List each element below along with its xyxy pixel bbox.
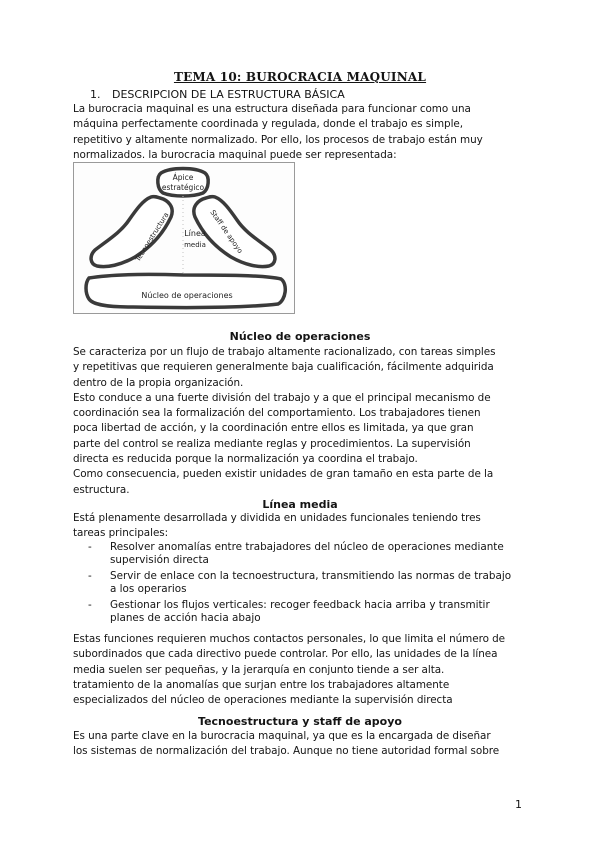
- text-line: planes de acción hacia abajo: [110, 612, 261, 625]
- text-line: Es una parte clave en la burocracia maquinal, ya que es la encargada de diseñar: [73, 730, 491, 742]
- section-number: 1.: [90, 88, 101, 101]
- text-line: dentro de la propia organización.: [73, 376, 244, 389]
- linea-heading: Línea media: [262, 498, 338, 511]
- text-line: Como consecuencia, pueden existir unidades de gran tamaño en esta parte de la: [73, 468, 494, 481]
- text-line: poca libertad de acción, y la coordinación entre ellos es limitada, ya que gran: [73, 422, 474, 435]
- text-line: Resolver anomalías entre trabajadores del núcleo de operaciones mediante: [110, 541, 504, 553]
- list-item: [88, 599, 528, 626]
- text-line: Esto conduce a una fuerte división del trabajo y a que el principal mecanismo de: [73, 391, 491, 404]
- text-line: a los operarios: [110, 583, 187, 596]
- tecno-heading: Tecnoestructura y staff de apoyo: [198, 715, 402, 728]
- text-line: Se caracteriza por un flujo de trabajo altamente racionalizado, con tareas simples: [73, 346, 496, 358]
- technostructure-label: Tecnoestructura: [133, 211, 171, 264]
- section-heading-text: DESCRIPCION DE LA ESTRUCTURA BÁSICA: [112, 88, 345, 101]
- text-line: tratamiento de la anomalías que surjan entre los trabajadores altamente: [73, 678, 450, 691]
- apex-label: estratégico: [161, 183, 205, 192]
- page-number: 1: [515, 798, 522, 811]
- tecno-paragraph: [73, 729, 528, 760]
- text-line: parte del control se realiza mediante reglas y procedimientos. La supervisión: [73, 437, 471, 450]
- text-line: especializados del núcleo de operaciones mediante la supervisión directa: [73, 694, 453, 707]
- text-line: supervisión directa: [110, 554, 209, 567]
- nucleo-heading: Núcleo de operaciones: [229, 330, 371, 343]
- text-line: repetitivo y altamente normalizado. Por ello, los procesos de trabajo están muy: [73, 133, 483, 146]
- text-line: Servir de enlace con la tecnoestructura, transmitiendo las normas de trabajo: [110, 570, 512, 583]
- text-line: directa es reducida porque la normalización ya coordina el trabajo.: [73, 453, 418, 466]
- linea-intro: [73, 511, 528, 542]
- middle-line-label: media: [184, 241, 206, 249]
- text-line: normalizados. la burocracia maquinal puede ser representada:: [73, 148, 397, 161]
- linea-task-list: [88, 541, 528, 628]
- text-line: subordinados que cada directivo puede controlar. Por ello, las unidades de la línea: [73, 648, 498, 661]
- text-line: coordinación sea la formalización del comportamiento. Los trabajadores tienen: [73, 407, 481, 420]
- text-line: La burocracia maquinal es una estructura diseñada para funcionar como una: [73, 103, 471, 115]
- middle-line-label: Línea: [184, 229, 206, 238]
- text-line: y repetitivas que requieren generalmente baja cualificación, fácilmente adquirida: [73, 361, 494, 374]
- text-line: Está plenamente desarrollada y dividida en unidades funcionales teniendo tres: [73, 512, 481, 524]
- text-line: los sistemas de normalización del trabajo. Aunque no tiene autoridad formal sobre: [73, 745, 500, 758]
- apex-label: Ápice: [172, 173, 194, 182]
- bullet-marker: -: [88, 570, 92, 583]
- nucleo-paragraph: [73, 345, 528, 498]
- section-heading: [90, 88, 545, 101]
- bullet-marker: -: [88, 541, 92, 553]
- intro-paragraph: [73, 102, 528, 163]
- list-item: [88, 541, 528, 568]
- text-line: estructura.: [73, 483, 130, 496]
- structure-diagram: [73, 162, 295, 314]
- text-line: tareas principales:: [73, 527, 169, 540]
- text-line: Estas funciones requieren muchos contactos personales, lo que limita el número de: [73, 633, 506, 645]
- text-line: Gestionar los flujos verticales: recoger feedback hacia arriba y transmitir: [110, 599, 490, 612]
- list-item: [88, 570, 528, 597]
- page-title: TEMA 10: BUROCRACIA MAQUINAL: [173, 70, 427, 84]
- support-staff-label: Staff de apoyo: [208, 208, 245, 255]
- bullet-marker: -: [88, 599, 92, 612]
- text-line: máquina perfectamente coordinada y regulada, donde el trabajo es simple,: [73, 118, 464, 131]
- linea-paragraph: [73, 632, 528, 708]
- core-label: Núcleo de operaciones: [141, 291, 233, 300]
- text-line: media suelen ser pequeñas, y la jerarquía en conjunto tiende a ser alta.: [73, 663, 445, 676]
